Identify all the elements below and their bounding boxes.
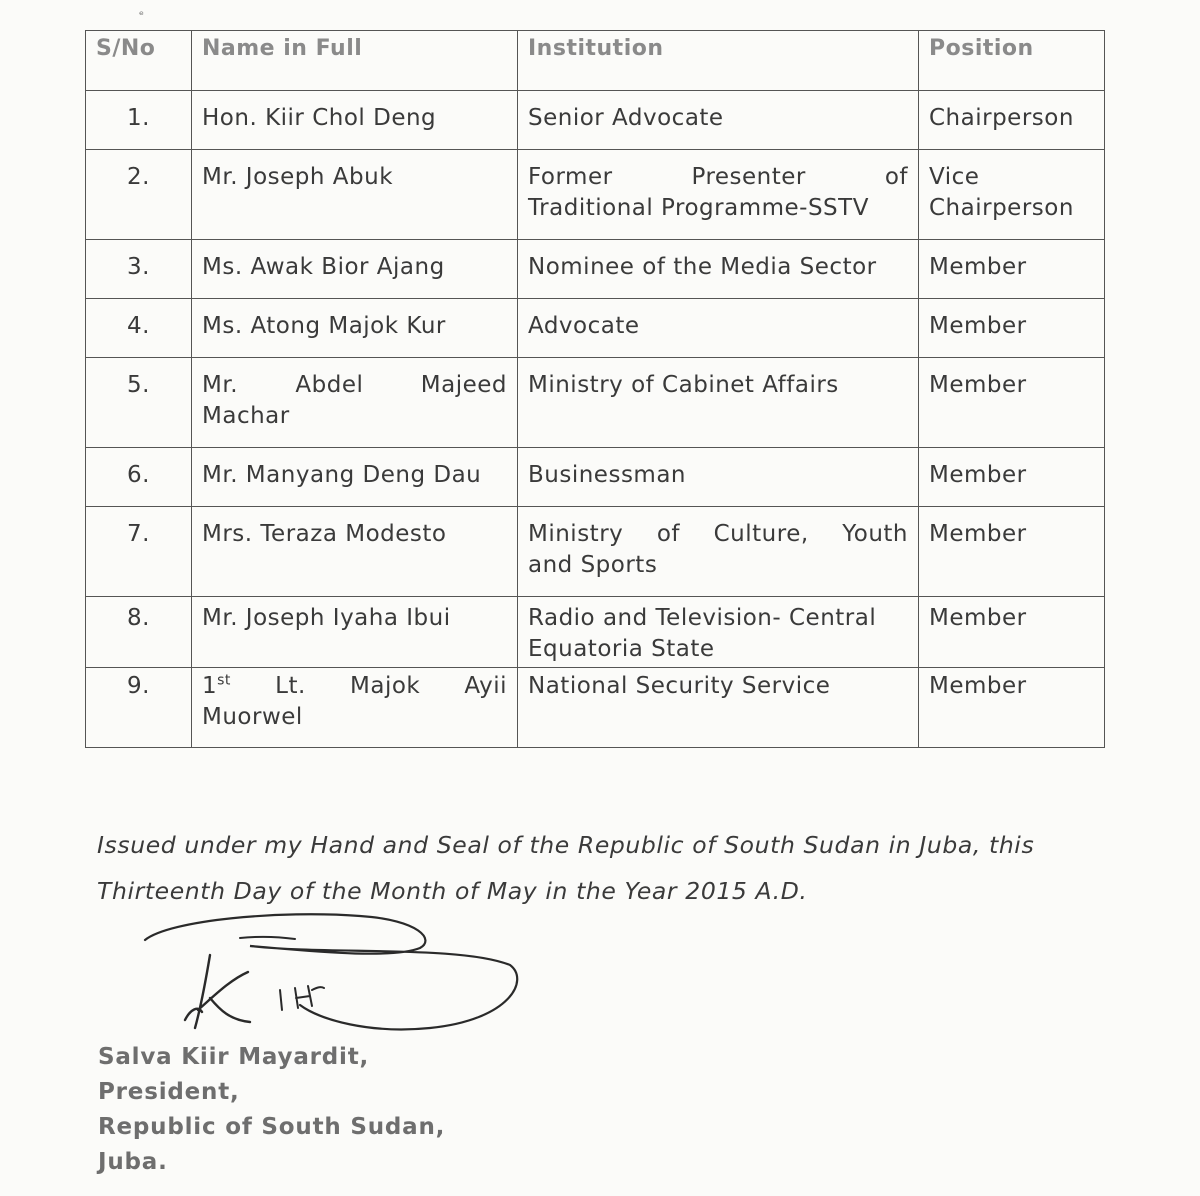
name-line-2: Muorwel: [202, 704, 303, 730]
cell-name: Mr. Joseph Iyaha Ibui: [192, 597, 518, 668]
cell-position: Member: [919, 668, 1105, 748]
name-prefix: 1: [202, 673, 218, 699]
table-header-row: [86, 31, 1105, 91]
institution-line-1: Ministry of Culture, Youth: [528, 521, 908, 547]
header-name: Name in Full: [192, 31, 518, 91]
issuance-line-2: Thirteenth Day of the Month of May in the Year 2015 A.D.: [97, 877, 808, 905]
cell-sno: 6.: [86, 448, 192, 507]
header-position: Position: [919, 31, 1105, 91]
signatory-city: Juba.: [98, 1149, 168, 1175]
handwritten-signature: [130, 910, 530, 1040]
table-row: [86, 240, 1105, 299]
institution-line-2: Traditional Programme-SSTV: [528, 195, 869, 221]
signatory-country: Republic of South Sudan,: [98, 1114, 446, 1140]
issuance-statement: [97, 822, 1097, 914]
cell-position: Member: [919, 358, 1105, 448]
cell-institution: National Security Service: [518, 668, 919, 748]
issuance-line-1: Issued under my Hand and Seal of the Republic of South Sudan in Juba, this: [97, 831, 1035, 859]
cell-name: [192, 358, 518, 448]
position-line-1: Vice: [929, 164, 980, 190]
table-row: [86, 448, 1105, 507]
cell-institution: Senior Advocate: [518, 91, 919, 150]
cell-institution: [518, 597, 919, 668]
name-line-1-rest: Lt. Majok Ayii: [275, 673, 507, 699]
table-row: [86, 507, 1105, 597]
table-row: [86, 668, 1105, 748]
cell-institution: Nominee of the Media Sector: [518, 240, 919, 299]
cell-sno: 8.: [86, 597, 192, 668]
cell-sno: 4.: [86, 299, 192, 358]
cell-sno: 5.: [86, 358, 192, 448]
cell-institution: Advocate: [518, 299, 919, 358]
institution-line-2: Equatoria State: [528, 636, 715, 662]
cell-sno: 7.: [86, 507, 192, 597]
name-superscript: st: [217, 672, 231, 689]
cell-institution: [518, 507, 919, 597]
cell-institution: Ministry of Cabinet Affairs: [518, 358, 919, 448]
cell-sno: 3.: [86, 240, 192, 299]
cell-position: Member: [919, 299, 1105, 358]
table-row: [86, 91, 1105, 150]
header-institution: Institution: [518, 31, 919, 91]
committee-table: [85, 30, 1105, 748]
cell-name: Ms. Atong Majok Kur: [192, 299, 518, 358]
cell-position: Member: [919, 507, 1105, 597]
stray-mark: ᵉ: [139, 8, 145, 22]
position-line-2: Chairperson: [929, 195, 1074, 221]
cell-name: Ms. Awak Bior Ajang: [192, 240, 518, 299]
cell-position: Member: [919, 240, 1105, 299]
cell-name: Hon. Kiir Chol Deng: [192, 91, 518, 150]
name-line-2: Machar: [202, 403, 290, 429]
cell-position: Member: [919, 448, 1105, 507]
table-row: [86, 358, 1105, 448]
table-row: [86, 150, 1105, 240]
cell-institution: [518, 150, 919, 240]
cell-sno: 9.: [86, 668, 192, 748]
cell-name: [192, 668, 518, 748]
name-line-1: [202, 671, 507, 702]
table-row: [86, 299, 1105, 358]
institution-line-1: Former Presenter of: [528, 164, 908, 190]
institution-line-1: Radio and Television- Central: [528, 605, 877, 631]
signatory-title: President,: [98, 1079, 240, 1105]
cell-position: Member: [919, 597, 1105, 668]
table-row: [86, 597, 1105, 668]
name-line-1: Mr. Abdel Majeed: [202, 372, 507, 398]
cell-name: Mrs. Teraza Modesto: [192, 507, 518, 597]
signatory-name: Salva Kiir Mayardit,: [98, 1044, 370, 1070]
cell-name: Mr. Joseph Abuk: [192, 150, 518, 240]
cell-sno: 2.: [86, 150, 192, 240]
header-sno: S/No: [86, 31, 192, 91]
signatory-block: [98, 1040, 445, 1180]
signature-dash-stroke: [240, 937, 295, 939]
cell-position: Chairperson: [919, 91, 1105, 150]
cell-sno: 1.: [86, 91, 192, 150]
cell-position: [919, 150, 1105, 240]
signature-k-stroke: [185, 955, 250, 1028]
institution-line-2: and Sports: [528, 552, 658, 578]
cell-institution: Businessman: [518, 448, 919, 507]
cell-name: Mr. Manyang Deng Dau: [192, 448, 518, 507]
